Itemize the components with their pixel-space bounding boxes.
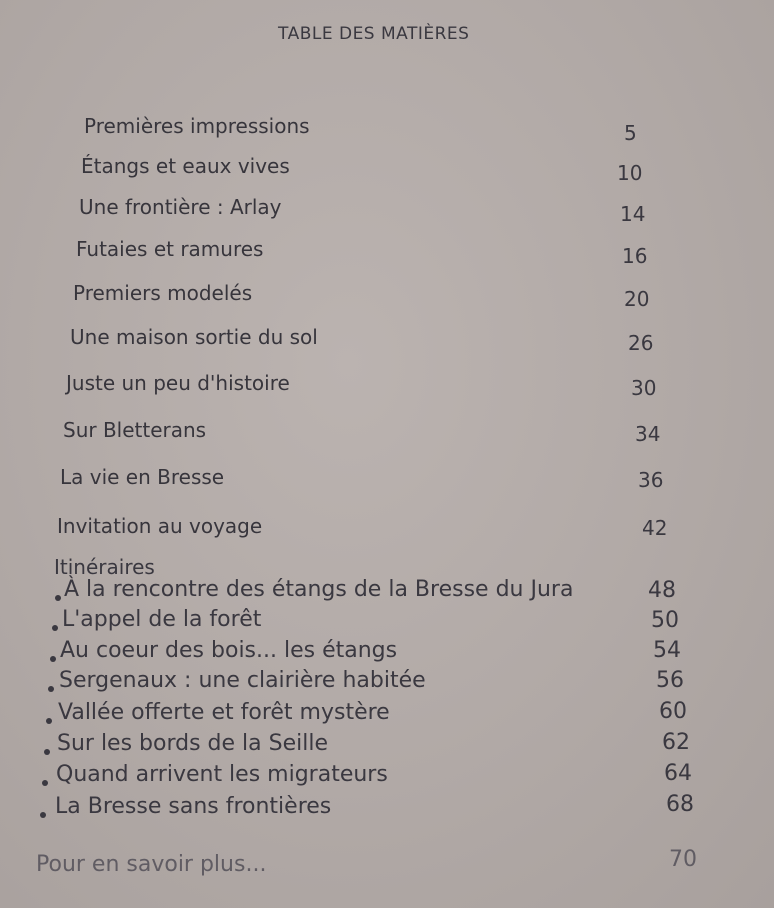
page-title: TABLE DES MATIÈRES xyxy=(278,24,470,44)
toc-entry-title: Premiers modelés xyxy=(73,281,253,305)
itinerary-item-page: 48 xyxy=(648,578,676,603)
toc-entry-page: 20 xyxy=(624,287,650,311)
toc-entry-title: Une frontière : Arlay xyxy=(79,195,282,219)
itinerary-item-title: Sur les bords de la Seille xyxy=(57,731,329,756)
bullet-icon xyxy=(55,595,61,601)
bullet-icon xyxy=(44,749,50,755)
bullet-icon xyxy=(52,625,58,631)
bullet-icon xyxy=(50,656,56,662)
bullet-icon xyxy=(46,718,52,724)
toc-entry-title: Juste un peu d'histoire xyxy=(66,371,290,395)
toc-entry-title: Futaies et ramures xyxy=(76,237,264,261)
toc-entry-page: 30 xyxy=(631,376,657,400)
toc-entry-title: La vie en Bresse xyxy=(60,465,225,489)
toc-entry-title: Sur Bletterans xyxy=(63,418,207,442)
toc-entry-title: Invitation au voyage xyxy=(57,514,263,538)
itinerary-item-page: 62 xyxy=(662,730,690,755)
itinerary-item-title: À la rencontre des étangs de la Bresse du Jura xyxy=(64,577,574,602)
toc-entry-page: 36 xyxy=(638,468,664,492)
toc-entry-page: 10 xyxy=(617,161,643,185)
section-heading-itineraries: Itinéraires xyxy=(54,555,155,579)
itinerary-item-page: 68 xyxy=(666,792,694,817)
itinerary-item-title: Quand arrivent les migrateurs xyxy=(56,762,388,787)
toc-entry-page: 34 xyxy=(635,422,661,446)
further-reading-title: Pour en savoir plus... xyxy=(36,852,267,877)
itinerary-item-title: L'appel de la forêt xyxy=(62,607,262,632)
toc-entry-title: Étangs et eaux vives xyxy=(81,154,290,178)
toc-entry-page: 14 xyxy=(620,202,646,226)
further-reading-page: 70 xyxy=(669,847,697,872)
itinerary-item-page: 56 xyxy=(656,668,684,693)
itinerary-item-page: 60 xyxy=(659,699,687,724)
itinerary-item-page: 50 xyxy=(651,608,679,633)
bullet-icon xyxy=(42,780,48,786)
itinerary-item-page: 54 xyxy=(653,638,681,663)
toc-entry-page: 42 xyxy=(642,516,668,540)
toc-entry-title: Une maison sortie du sol xyxy=(70,325,318,349)
toc-entry-page: 16 xyxy=(622,244,648,268)
itinerary-item-title: Sergenaux : une clairière habitée xyxy=(59,668,426,693)
bullet-icon xyxy=(48,686,54,692)
bullet-icon xyxy=(40,812,46,818)
toc-entry-page: 26 xyxy=(628,331,654,355)
itinerary-item-title: Vallée offerte et forêt mystère xyxy=(58,700,390,725)
toc-entry-title: Premières impressions xyxy=(84,114,310,138)
itinerary-item-page: 64 xyxy=(664,761,692,786)
itinerary-item-title: La Bresse sans frontières xyxy=(55,794,332,819)
toc-entry-page: 5 xyxy=(624,121,637,145)
itinerary-item-title: Au coeur des bois... les étangs xyxy=(60,638,398,663)
